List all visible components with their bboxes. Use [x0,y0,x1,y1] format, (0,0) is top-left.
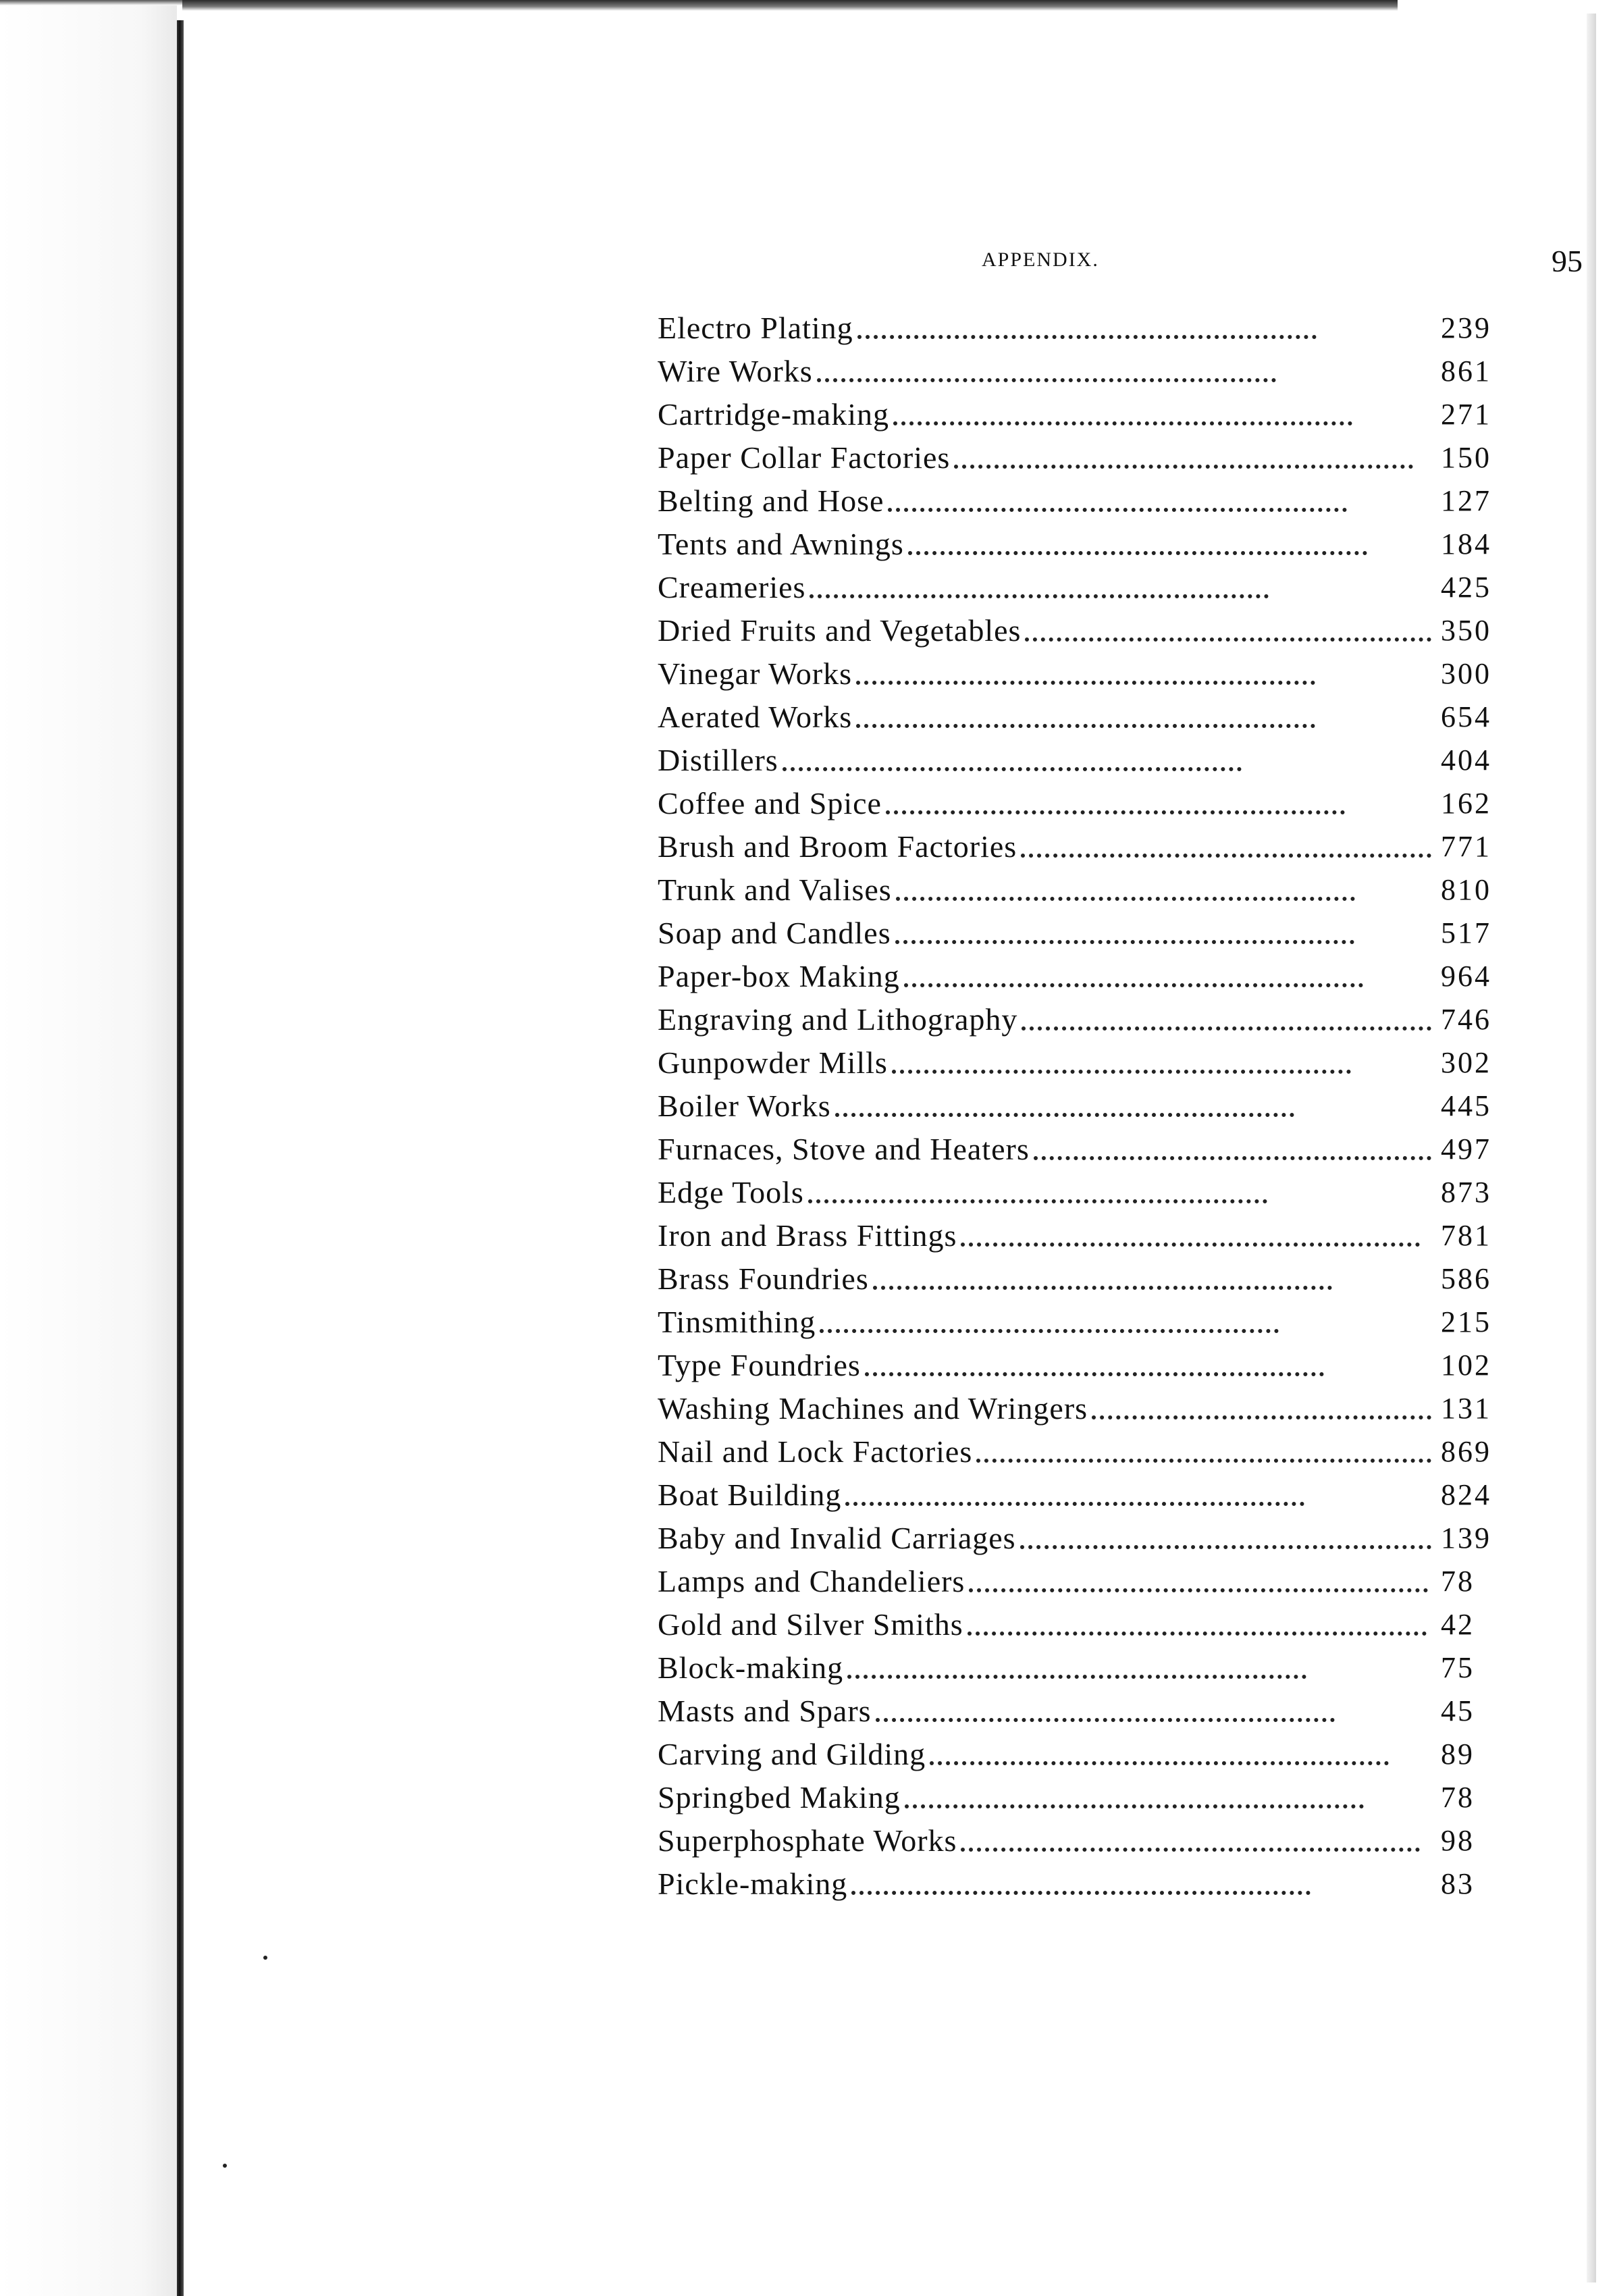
entry-label: Furnaces, Stove and Heaters [658,1132,1030,1166]
entry-label: Tents and Awnings [658,527,904,561]
dot-leader [961,1848,1420,1852]
list-item [658,434,1495,477]
dot-leader [845,1502,1304,1506]
scan-speck [263,1956,267,1960]
list-item [658,1211,1495,1255]
entry-label: Edge Tools [658,1175,804,1209]
entry-count: 271 [1441,398,1491,431]
dot-leader [865,1372,1324,1376]
list-item [658,1687,1495,1730]
entry-count: 810 [1441,873,1491,906]
dot-leader [1034,1156,1431,1160]
entry-label: Carving and Gilding [658,1737,926,1771]
dot-leader [835,1113,1294,1117]
dot-leader [888,508,1347,512]
dot-leader [873,1286,1332,1290]
entry-label: Pickle-making [658,1867,848,1901]
dot-leader [808,1199,1267,1203]
entry-label: Paper Collar Factories [658,440,951,475]
list-item [658,1168,1495,1211]
dot-leader [1092,1415,1431,1419]
dot-leader [1021,854,1431,858]
entry-count: 302 [1441,1046,1491,1079]
list-item [658,1082,1495,1125]
entry-count: 75 [1441,1651,1475,1684]
entry-count: 746 [1441,1003,1491,1036]
list-item [658,347,1495,390]
dot-leader [969,1588,1428,1592]
list-item [658,563,1495,606]
page-number: 95 [1552,244,1583,278]
dot-leader [817,378,1276,382]
list-item [658,1557,1495,1600]
entry-label: Coffee and Spice [658,786,882,820]
entry-label: Creameries [658,570,806,604]
entry-label: Iron and Brass Fittings [658,1218,957,1253]
list-item [658,909,1495,952]
entry-label: Lamps and Chandeliers [658,1564,965,1598]
list-item [658,736,1495,779]
entry-count: 102 [1441,1349,1491,1382]
list-item [658,1860,1495,1903]
entry-count: 127 [1441,484,1491,517]
dot-leader [895,940,1354,944]
entry-label: Tinsmithing [658,1305,816,1339]
entry-label: Trunk and Valises [658,872,892,907]
entry-count: 964 [1441,960,1491,993]
dot-leader [961,1243,1420,1247]
dot-leader [893,421,1352,425]
entry-label: Gunpowder Mills [658,1045,888,1080]
entry-count: 215 [1441,1305,1491,1338]
facing-page-edge [0,0,177,2296]
entry-label: Nail and Lock Factories [658,1434,973,1469]
dot-leader [954,465,1413,469]
dot-leader [1022,1026,1431,1030]
list-item [658,304,1495,347]
entry-count: 781 [1441,1219,1491,1252]
dot-leader [976,1459,1431,1463]
entry-label: Electro Plating [658,311,853,345]
list-item [658,995,1495,1039]
entry-label: Block-making [658,1650,844,1685]
entry-count: 150 [1441,441,1491,474]
entry-label: Superphosphate Works [658,1823,957,1858]
list-item [658,779,1495,823]
entry-label: Masts and Spars [658,1694,872,1728]
entry-label: Cartridge-making [658,397,890,432]
dot-leader [904,983,1363,987]
entry-label: Type Foundries [658,1348,861,1382]
entry-count: 78 [1441,1781,1475,1814]
list-item [658,520,1495,563]
entry-label: Boat Building [658,1478,842,1512]
entry-count: 83 [1441,1867,1475,1900]
list-item [658,477,1495,520]
list-item [658,1341,1495,1384]
entry-label: Brass Foundries [658,1261,869,1296]
list-item [658,1298,1495,1341]
list-item [658,823,1495,866]
list-item [658,1644,1495,1687]
list-item [658,693,1495,736]
entry-count: 586 [1441,1262,1491,1295]
list-item [658,650,1495,693]
dot-leader [908,551,1367,555]
appendix-list [658,304,1495,1903]
list-item [658,1384,1495,1428]
dot-leader [892,1070,1351,1074]
book-gutter [177,20,184,2296]
entry-count: 404 [1441,743,1491,777]
dot-leader [930,1761,1389,1765]
entry-label: Vinegar Works [658,656,853,691]
entry-count: 45 [1441,1694,1475,1727]
list-item [658,1471,1495,1514]
scan-top-shadow [182,0,1398,11]
entry-count: 654 [1441,700,1491,733]
dot-leader [905,1804,1364,1808]
entry-count: 445 [1441,1089,1491,1122]
dot-leader [856,681,1315,685]
dot-leader [810,594,1269,598]
entry-count: 517 [1441,916,1491,949]
dot-leader [886,810,1345,814]
book-page [192,14,1610,2296]
entry-label: Gold and Silver Smiths [658,1607,963,1642]
entry-count: 425 [1441,571,1491,604]
list-item [658,1773,1495,1817]
entry-label: Boiler Works [658,1089,831,1123]
list-item [658,866,1495,909]
dot-leader [783,767,1242,771]
list-item [658,1125,1495,1168]
entry-count: 497 [1441,1132,1491,1166]
running-head: APPENDIX. [982,249,1099,271]
entry-label: Springbed Making [658,1780,901,1815]
entry-count: 98 [1441,1824,1475,1857]
entry-count: 239 [1441,311,1491,344]
entry-count: 300 [1441,657,1491,690]
entry-label: Aerated Works [658,700,853,734]
dot-leader [876,1718,1335,1722]
dot-leader [896,897,1355,901]
dot-leader [851,1891,1310,1895]
dot-leader [1020,1545,1431,1549]
list-item [658,1730,1495,1773]
list-item [658,390,1495,434]
entry-label: Baby and Invalid Carriages [658,1521,1016,1555]
entry-count: 869 [1441,1435,1491,1468]
dot-leader [1025,637,1431,642]
entry-count: 771 [1441,830,1491,863]
entry-label: Soap and Candles [658,916,891,950]
entry-label: Brush and Broom Factories [658,829,1017,864]
page-right-edge [1587,14,1596,2282]
list-item [658,1600,1495,1644]
entry-label: Wire Works [658,354,813,388]
entry-count: 78 [1441,1565,1475,1598]
entry-count: 861 [1441,355,1491,388]
entry-label: Washing Machines and Wringers [658,1391,1088,1426]
entry-count: 162 [1441,787,1491,820]
dot-leader [820,1329,1279,1333]
dot-leader [856,724,1315,728]
list-item [658,952,1495,995]
list-item [658,1514,1495,1557]
entry-count: 873 [1441,1176,1491,1209]
entry-label: Dried Fruits and Vegetables [658,613,1022,648]
list-item [658,1039,1495,1082]
entry-count: 824 [1441,1478,1491,1511]
entry-label: Distillers [658,743,778,777]
scan-top-shadow-left [0,0,182,5]
list-item [658,1817,1495,1860]
entry-label: Engraving and Lithography [658,1002,1018,1037]
list-item [658,1428,1495,1471]
entry-count: 184 [1441,527,1491,560]
entry-label: Belting and Hose [658,484,884,518]
dot-leader [847,1675,1306,1679]
entry-count: 89 [1441,1738,1475,1771]
entry-count: 131 [1441,1392,1491,1425]
dot-leader [857,335,1317,339]
dot-leader [968,1632,1427,1636]
scan-speck [223,2164,227,2168]
entry-count: 42 [1441,1608,1475,1641]
entry-count: 139 [1441,1521,1491,1555]
entry-label: Paper-box Making [658,959,900,993]
list-item [658,1255,1495,1298]
entry-count: 350 [1441,614,1491,647]
list-item [658,606,1495,650]
